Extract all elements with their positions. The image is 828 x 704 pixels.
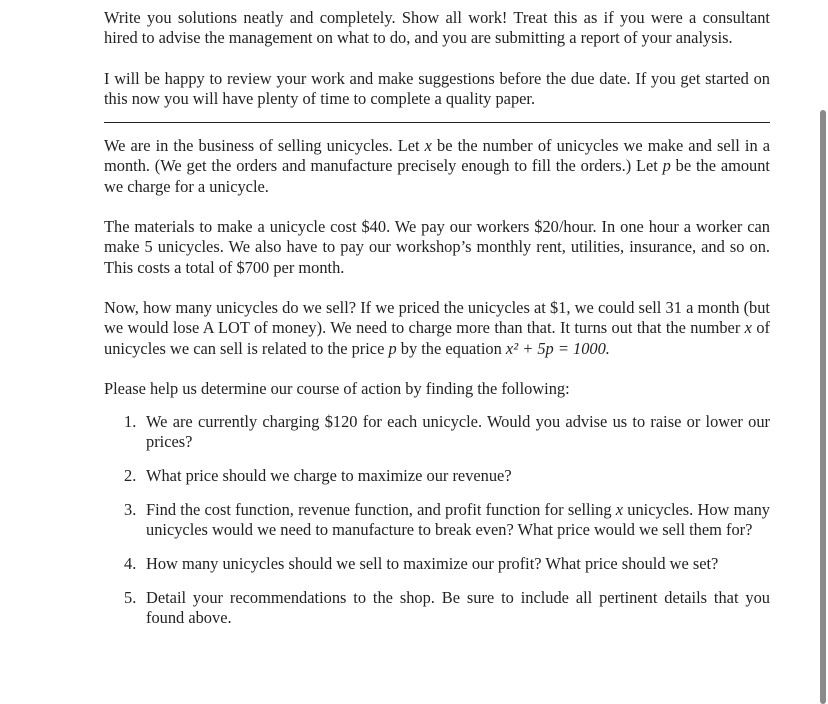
math-variable-x: x xyxy=(424,136,432,156)
instructions-paragraph-1: Write you solutions neatly and completely. Show all work! Treat this as if you were a consultant hired to advise the management on what to do, and you are submitting a report of your analysis. xyxy=(104,8,770,48)
text-run: by the equation xyxy=(396,338,502,358)
question-number: 4. xyxy=(124,554,137,574)
problem-paragraph-1 xyxy=(104,136,770,197)
math-variable-x: x xyxy=(744,318,752,338)
horizontal-rule xyxy=(104,122,770,123)
question-item-2 xyxy=(104,466,770,486)
problem-paragraph-4: Please help us determine our course of action by finding the following: xyxy=(104,378,570,398)
text-run: We are in the business of selling unicycles. Let xyxy=(104,136,425,156)
question-item-5 xyxy=(104,588,770,629)
question-text: Detail your recommendations to the shop. Be sure to include all pertinent details that you found above. xyxy=(146,587,770,628)
question-text: Find the cost function, revenue function, and profit function for selling xyxy=(146,500,616,520)
question-number: 3. xyxy=(124,500,137,520)
math-variable-p: p xyxy=(662,156,671,176)
problem-paragraph-2: The materials to make a unicycle cost $40. We pay our workers $20/hour. In one hour a worker can make 5 unicycles. We also have to pay our workshop’s monthly rent, utilities, insurance, and so on. This costs a total of $700 per month. xyxy=(104,217,770,277)
problem-paragraph-3 xyxy=(104,298,770,359)
math-variable-p: p xyxy=(388,338,397,358)
question-item-3 xyxy=(104,500,770,541)
question-list xyxy=(104,412,770,628)
question-text: unicycles. How many unicycles would we need to manufacture to break even? What price would we sell them for? xyxy=(146,500,770,540)
document-page xyxy=(104,8,770,642)
text-run: be the number of unicycles we make and sell in a month. (We get the orders and manufacture precisely enough to fill the orders.) Let xyxy=(104,136,770,176)
math-variable-x: x xyxy=(615,500,624,520)
text-run: Now, how many unicycles do we sell? If we priced the unicycles at $1, we could sell 31 a month (but we would lose A LOT of money). We need to charge more than that. It turns out that the number xyxy=(104,297,770,338)
question-text: We are currently charging $120 for each unicycle. Would you advise us to raise or lower our prices? xyxy=(146,412,770,452)
instructions-paragraph-2: I will be happy to review your work and make suggestions before the due date. If you get started on this now you will have plenty of time to complete a quality paper. xyxy=(104,68,770,108)
question-text: What price should we charge to maximize our revenue? xyxy=(146,466,512,486)
question-number: 1. xyxy=(124,412,137,432)
question-number: 2. xyxy=(124,466,137,486)
question-item-4 xyxy=(104,554,770,574)
text-run: of unicycles we can sell is related to the price xyxy=(104,318,770,358)
question-text: How many unicycles should we sell to maximize our profit? What price should we set? xyxy=(146,554,719,574)
question-item-1 xyxy=(104,412,770,453)
equation: x² + 5p = 1000. xyxy=(505,338,610,358)
vertical-scrollbar[interactable] xyxy=(820,110,826,704)
question-number: 5. xyxy=(124,587,137,607)
text-run: be the amount we charge for a unicycle. xyxy=(104,156,770,196)
